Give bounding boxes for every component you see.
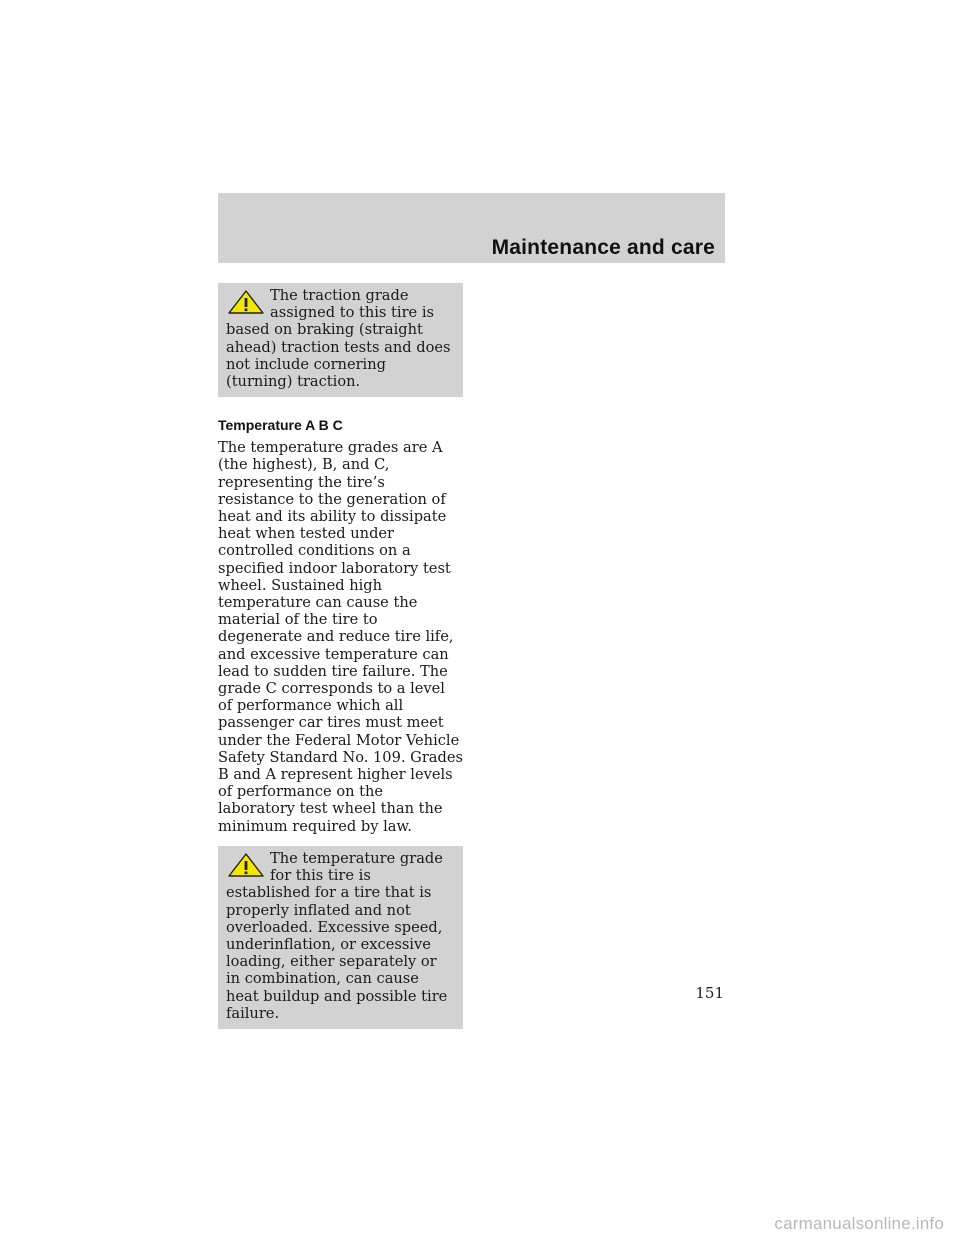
warning-text-temperature: The temperature grade for this tire is established for a tire that is properly inflated and not overloaded. Excessive speed, underinflation, or excessive loading, either separately or in combination, can cause heat buildup and possible tire failure. bbox=[226, 849, 448, 1022]
warning-triangle-icon bbox=[226, 852, 266, 878]
warning-box-traction bbox=[218, 283, 463, 397]
body-paragraph: The temperature grades are A (the highest), B, and C, representing the tire’s resistance to the generation of heat and its ability to dissipate heat when tested under controlled conditions on a specified indoor laboratory test wheel. Sustained high temperature can cause the material of the tire to degenerate and reduce tire life, and excessive temperature can lead to sudden tire failure. The grade C corresponds to a level of performance which all passenger car tires must meet under the Federal Motor Vehicle Safety Standard No. 109. Grades B and A represent higher levels of performance on the laboratory test wheel than the minimum required by law. bbox=[218, 439, 463, 835]
warning-text-traction: The traction grade assigned to this tire is based on braking (straight ahead) traction tests and does not include cornering (turning) traction. bbox=[226, 287, 451, 391]
page-number: 151 bbox=[695, 984, 724, 1002]
section-header-band bbox=[218, 193, 725, 263]
content-column bbox=[218, 283, 463, 1029]
section-heading: Temperature A B C bbox=[218, 417, 343, 434]
watermark-link[interactable]: carmanualsonline.info bbox=[774, 1214, 944, 1233]
warning-box-temperature bbox=[218, 846, 463, 1029]
section-title: Maintenance and care bbox=[491, 236, 715, 259]
warning-triangle-icon bbox=[226, 289, 266, 315]
